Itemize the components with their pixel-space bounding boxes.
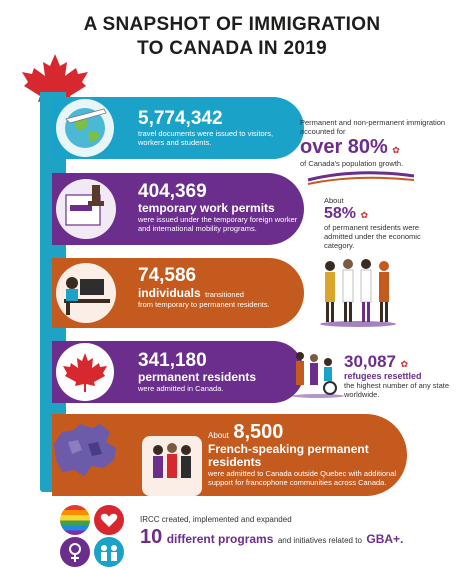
stat-band-permanent-residents [52,341,304,403]
side-stat-growth [300,118,455,168]
stat-band-transitions [52,258,304,328]
stat-number: 341,180 [138,350,207,371]
refugee-family-illustration [290,348,346,398]
stat-text-french [208,422,398,487]
maple-leaf-icon: ✿ [360,210,369,220]
page-title-line1: A SNAPSHOT OF IMMIGRATION [83,14,381,35]
swoosh-decoration [306,166,416,186]
stat-headline: individuals [138,286,201,300]
stat-text-work-permits [138,182,300,233]
page-title-line2: TO CANADA IN 2019 [137,38,327,59]
side-growth-tail: of Canada's population growth. [300,159,404,168]
globe-icon [56,99,114,157]
maple-leaf-icon: ✿ [400,359,408,369]
stat-prefix: About [208,431,229,440]
approved-document-icon [56,179,116,239]
canada-map-icon [48,420,122,486]
footer-lead: IRCC created, implemented and expanded [140,515,292,524]
globe-plane-illustration [56,99,114,157]
footer-rest: and initiatives related to [277,536,362,545]
maple-leaf-icon [56,343,114,401]
stat-band-french-speaking [52,414,407,496]
female-symbol-icon [60,537,90,567]
side-refugees-headline: refugees resettled [344,371,422,381]
stat-band-work-permits [52,173,304,245]
desk-worker-illustration [56,263,116,323]
computer-desk-icon [56,263,116,323]
footer-programs [140,515,440,549]
stat-desc: travel documents were issued to visitors, workers and students. [138,129,274,147]
side-growth-lead: Permanent and non-permanent immigration accounted for [300,118,446,136]
people-group-icon [94,537,124,567]
side-stat-refugees [344,352,454,399]
stat-headline: French-speaking permanent residents [208,442,369,469]
side-stat-economic [324,196,442,250]
stat-number: 404,369 [138,181,207,202]
stat-text-transitions [138,266,300,309]
side-economic-lead: About [324,196,344,205]
heart-icon [94,505,124,535]
stat-text-travel [138,109,298,147]
side-refugees-value: 30,087 [344,352,396,371]
stat-text-permanent [138,351,300,393]
people-illustration [142,436,202,496]
maple-leaf-icon: ✿ [392,145,400,155]
group-people-icon [142,436,202,496]
stat-desc: were admitted to Canada outside Quebec with additional support for francophone communities across Canada. [208,469,397,487]
stat-band-travel-documents [52,97,304,159]
footer-bold: different programs [166,532,274,546]
stat-headline: temporary work permits [138,201,275,215]
side-refugees-tail: the highest number of any state worldwide. [344,381,450,399]
stat-number: 8,500 [233,421,284,443]
stat-number: 5,774,342 [138,108,223,129]
stat-desc: were issued under the temporary foreign worker and international mobility programs. [138,215,298,233]
stat-headline-tail: transitioned [205,290,244,299]
side-economic-tail: of permanent residents were admitted under the economic category. [324,223,421,250]
side-growth-value: over 80% [300,136,388,158]
document-stamp-illustration [56,179,116,239]
stat-desc: from temporary to permanent residents. [138,300,270,309]
stat-number: 74,586 [138,265,197,286]
stat-headline: permanent residents [138,370,257,384]
footer-gba: GBA+. [366,532,404,546]
rainbow-flag-icon [60,505,90,535]
footer-number: 10 [140,526,163,548]
stat-desc: were admitted in Canada. [138,384,224,393]
professionals-illustration [318,256,396,328]
maple-leaf-circle [56,343,114,401]
side-economic-value: 58% [324,205,357,222]
